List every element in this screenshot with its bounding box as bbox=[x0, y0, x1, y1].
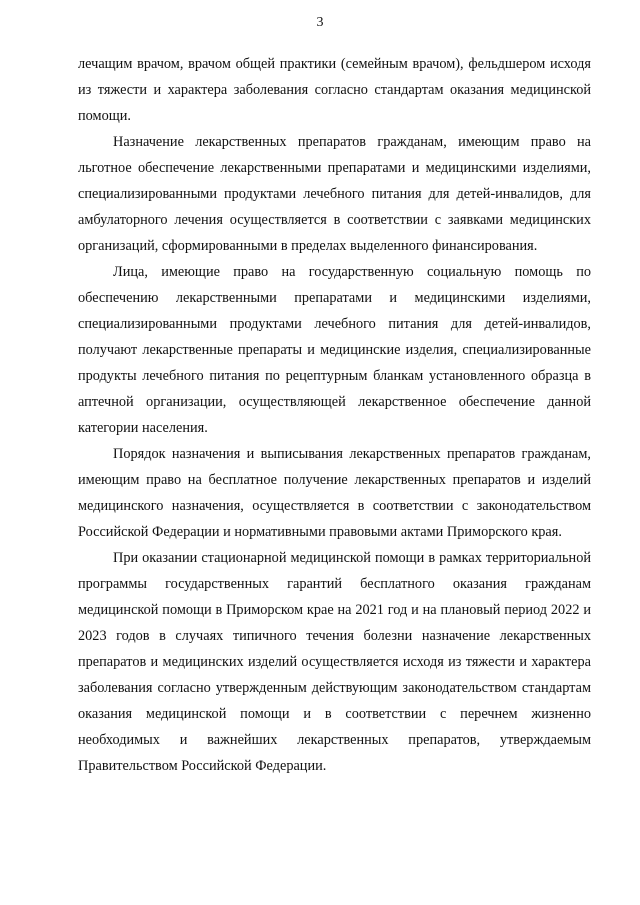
paragraph-inpatient-care: При оказании стационарной медицинской помощи в рамках территориальной программы государственных гарантий бесплатного оказания гражданам медицинской помощи в Приморском крае на 2021 год и на плановый период 2022 и 2023 годов в случаях типичного течения болезни назначение лекарственных препаратов и медицинских изделий осуществляется исходя из тяжести и характера заболевания согласно утвержденным действующим законодательством стандартам оказания медицинской помощи и в соответствии с перечнем жизненно необходимых и важнейших лекарственных препаратов, утверждаемым Правительством Российской Федерации. bbox=[78, 550, 591, 774]
document-body bbox=[78, 51, 591, 779]
page-number: 3 bbox=[316, 15, 324, 30]
paragraph-social-assistance: Лица, имеющие право на государственную социальную помощь по обеспечению лекарственными препаратами и медицинскими изделиями, специализированными продуктами лечебного питания для детей-инвалидов, получают лекарственные препараты и медицинские изделия, специализированные продукты лечебного питания по рецептурным бланкам установленного образца в аптечной организации, осуществляющей лекарственное обеспечение данной категории населения. bbox=[78, 264, 591, 436]
paragraph-prescribing-procedure: Порядок назначения и выписывания лекарственных препаратов гражданам, имеющим право на бесплатное получение лекарственных препаратов и изделий медицинского назначения, осуществляется в соответствии с законодательством Российской Федерации и нормативными правовыми актами Приморского края. bbox=[78, 446, 591, 540]
paragraph-continuation: лечащим врачом, врачом общей практики (семейным врачом), фельдшером исходя из тяжести и характера заболевания согласно стандартам оказания медицинской помощи. bbox=[78, 56, 591, 124]
paragraph-prescription-preferential: Назначение лекарственных препаратов гражданам, имеющим право на льготное обеспечение лекарственными препаратами и медицинскими изделиями, специализированными продуктами лечебного питания для детей-инвалидов, для амбулаторного лечения осуществляется в соответствии с заявками медицинских организаций, сформированными в пределах выделенного финансирования. bbox=[78, 134, 591, 254]
